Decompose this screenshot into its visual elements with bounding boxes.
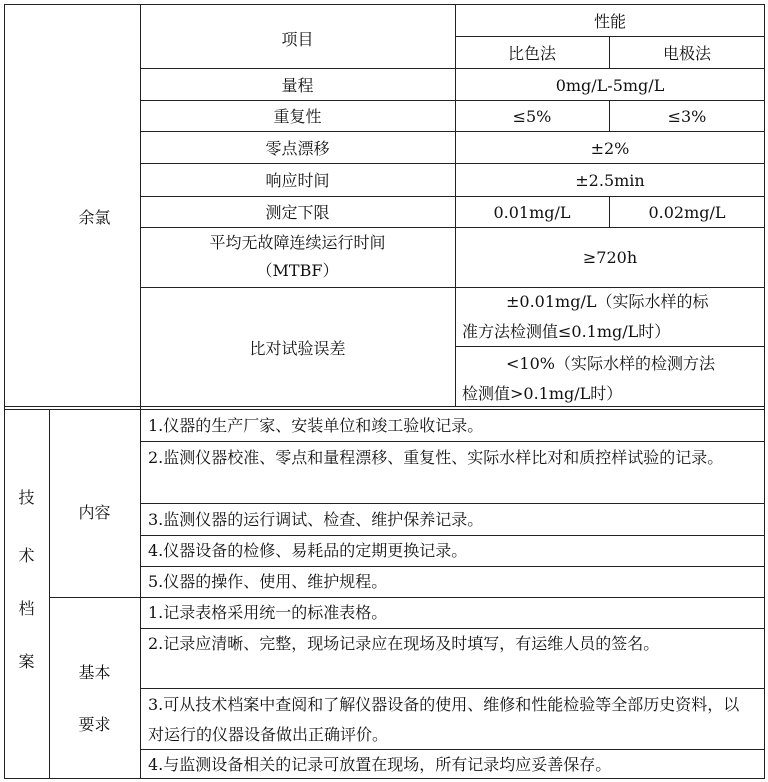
header-method-colorimetric: 比色法 (507, 44, 556, 63)
row-line (455, 36, 765, 37)
content-item: 5.仪器的操作、使用、维护规程。 (148, 572, 388, 591)
row-comparison-low-line2: 准方法检测值≤0.1mg/L时） (462, 322, 671, 341)
row-zero-drift-value: ±2% (590, 139, 630, 158)
requirement-item: 1.记录表格采用统一的标准表格。 (148, 603, 388, 622)
row-comparison-label: 比对试验误差 (249, 339, 346, 358)
row-repeatability-label: 重复性 (273, 107, 322, 126)
requirement-item: 2.记录应清晰、完整，现场记录应在现场及时填写，有运维人员的签名。 (148, 634, 660, 653)
row-line (140, 503, 765, 504)
divider-section-2 (4, 409, 765, 410)
row-lower-limit-label: 测定下限 (265, 203, 330, 222)
row-mtbf-label-abbr: （MTBF） (256, 261, 339, 280)
header-item: 项目 (281, 30, 314, 49)
row-line (140, 441, 765, 442)
divider-section (4, 406, 765, 407)
row-range-label: 量程 (281, 76, 314, 95)
content-item: 1.仪器的生产厂家、安装单位和竣工验收记录。 (148, 416, 484, 435)
section-label-archive-char: 技 (18, 488, 35, 507)
row-mtbf-label: 平均无故障连续运行时间 (209, 233, 386, 252)
row-response-time-label: 响应时间 (265, 171, 330, 190)
row-line (140, 227, 765, 228)
content-item: 4.仪器设备的检修、易耗品的定期更换记录。 (148, 541, 468, 560)
content-label: 内容 (78, 503, 111, 522)
section-label-archive-char: 术 (18, 546, 35, 565)
section-label-archive-char: 案 (18, 652, 35, 671)
header-performance: 性能 (593, 12, 626, 31)
content-item: 2.监测仪器校准、零点和量程漂移、重复性、实际水样比对和质控样试验的记录。 (148, 448, 724, 467)
row-lower-limit-electrode: 0.02mg/L (648, 203, 726, 222)
content-item: 3.监测仪器的运行调试、检查、维护保养记录。 (148, 510, 484, 529)
row-mtbf-value: ≥720h (582, 248, 638, 267)
row-comparison-high-line2: 检测值>0.1mg/L时） (462, 384, 623, 403)
row-comparison-low-line1: ±0.01mg/L（实际水样的标 (506, 292, 709, 311)
section-label-residual-chlorine: 余氯 (78, 208, 111, 227)
row-line (140, 68, 765, 69)
row-line (140, 688, 765, 689)
requirements-label-line1: 基本 (78, 663, 111, 682)
row-comparison-high-line1: <10%（实际水样的检测方法 (506, 354, 715, 373)
row-line (140, 131, 765, 132)
row-line (140, 163, 765, 164)
row-repeatability-electrode: ≤3% (667, 107, 707, 126)
row-line (140, 196, 765, 197)
row-line (455, 346, 765, 347)
row-lower-limit-colorimetric: 0.01mg/L (493, 203, 571, 222)
header-method-electrode: 电极法 (662, 44, 711, 63)
row-zero-drift-label: 零点漂移 (265, 139, 330, 158)
requirements-label-line2: 要求 (78, 715, 111, 734)
row-line (140, 287, 765, 288)
row-repeatability-colorimetric: ≤5% (512, 107, 552, 126)
requirement-item: 3.可从技术档案中查阅和了解仪器设备的使用、维修和性能检验等全部历史资料，以对运行的仪器设备做出正确评价。 (148, 695, 740, 744)
section-label-archive-char: 档 (18, 599, 35, 618)
row-response-time-value: ±2.5min (575, 171, 645, 190)
table-border-top (4, 4, 765, 5)
row-line (140, 100, 765, 101)
row-range-value: 0mg/L-5mg/L (555, 76, 665, 95)
requirement-item: 4.与监测设备相关的记录可放置在现场，所有记录均应妥善保存。 (148, 755, 612, 774)
